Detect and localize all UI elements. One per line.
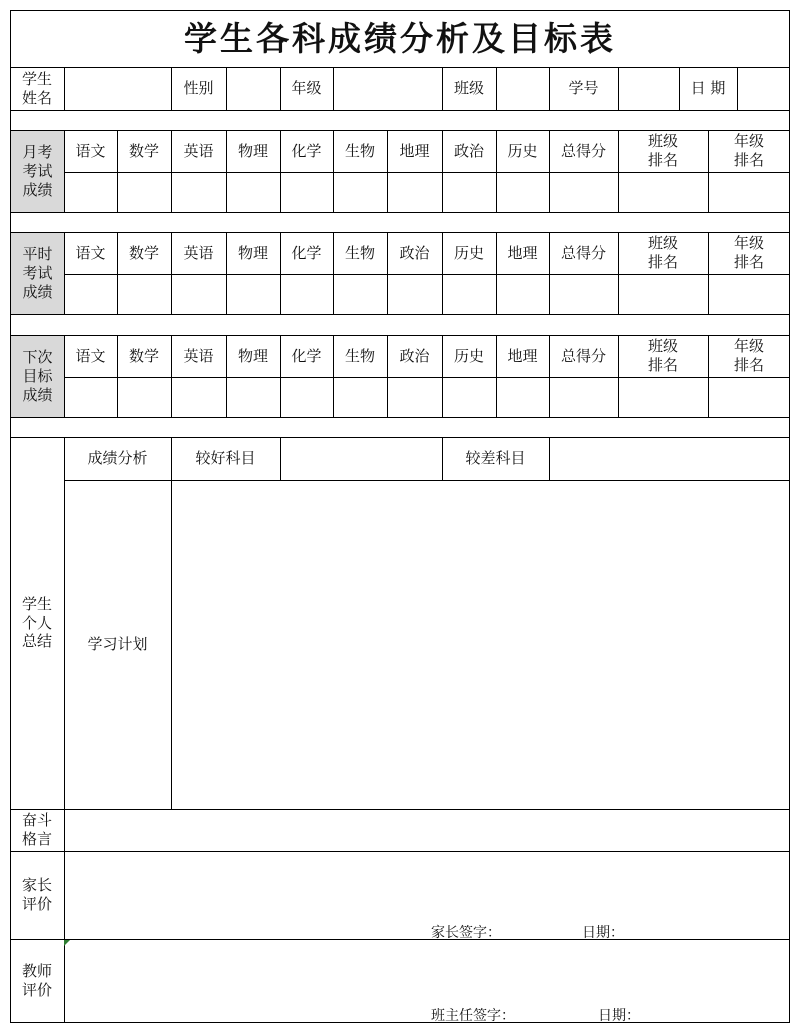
regular-exam-label: 平时 考试 成绩 — [11, 233, 64, 314]
regular-total-input[interactable] — [550, 275, 618, 314]
student-name-field[interactable] — [65, 68, 171, 110]
parent-date-label: 日期： — [582, 925, 624, 941]
regular-grade-rank-input[interactable] — [709, 275, 789, 314]
target-score-input[interactable] — [443, 378, 496, 417]
monthly-score-input[interactable] — [227, 173, 280, 212]
monthly-subject-header: 英语 — [183, 141, 214, 160]
class-field[interactable] — [497, 68, 549, 110]
monthly-total-input[interactable] — [550, 173, 618, 212]
regular-score-input[interactable] — [497, 275, 549, 314]
monthly-total-header: 总得分 — [560, 141, 606, 160]
monthly-exam-label: 月考 考试 成绩 — [11, 131, 64, 212]
monthly-grade-rank-header: 年级 排名 — [733, 132, 764, 169]
regular-score-input[interactable] — [227, 275, 280, 314]
regular-score-input[interactable] — [65, 275, 117, 314]
target-total-header: 总得分 — [560, 346, 606, 365]
target-subject-header: 英语 — [183, 346, 214, 365]
student-no-field[interactable] — [619, 68, 679, 110]
student-no-label: 学号 — [568, 79, 599, 98]
target-score-input[interactable] — [65, 378, 117, 417]
monthly-score-input[interactable] — [172, 173, 226, 212]
regular-score-input[interactable] — [281, 275, 333, 314]
monthly-subject-header: 历史 — [507, 141, 538, 160]
target-grade-rank-header: 年级 排名 — [733, 337, 764, 374]
weak-subjects-label: 较差科目 — [465, 449, 526, 468]
target-score-input[interactable] — [334, 378, 387, 417]
target-score-input[interactable] — [118, 378, 171, 417]
target-score-input[interactable] — [388, 378, 442, 417]
monthly-score-input[interactable] — [388, 173, 442, 212]
regular-class-rank-header: 班级 排名 — [647, 234, 678, 271]
monthly-grade-rank-input[interactable] — [709, 173, 789, 212]
regular-class-rank-input[interactable] — [619, 275, 708, 314]
regular-subject-header: 历史 — [453, 243, 484, 262]
monthly-subject-header: 物理 — [237, 141, 268, 160]
monthly-subject-header: 化学 — [291, 141, 322, 160]
target-subject-header: 生物 — [344, 346, 375, 365]
target-class-rank-input[interactable] — [619, 378, 708, 417]
monthly-subject-header: 政治 — [453, 141, 484, 160]
teacher-evaluation-label: 教师 评价 — [21, 961, 52, 999]
target-grade-rank-input[interactable] — [709, 378, 789, 417]
gender-label: 性别 — [183, 79, 214, 98]
monthly-score-input[interactable] — [443, 173, 496, 212]
target-subject-header: 政治 — [399, 346, 430, 365]
form-title: 学生各科成绩分析及目标表 — [184, 19, 616, 59]
monthly-subject-header: 语文 — [75, 141, 106, 160]
regular-score-input[interactable] — [172, 275, 226, 314]
class-label: 班级 — [453, 79, 484, 98]
gender-field[interactable] — [227, 68, 280, 110]
motto-field[interactable] — [65, 810, 789, 851]
regular-subject-header: 政治 — [399, 243, 430, 262]
monthly-subject-header: 生物 — [344, 141, 375, 160]
study-plan-label: 学习计划 — [87, 635, 148, 654]
teacher-date-label: 日期： — [598, 1008, 640, 1024]
target-subject-header: 数学 — [128, 346, 159, 365]
study-plan-field[interactable] — [172, 481, 789, 809]
target-score-input[interactable] — [497, 378, 549, 417]
target-score-input[interactable] — [281, 378, 333, 417]
monthly-class-rank-header: 班级 排名 — [647, 132, 678, 169]
target-total-input[interactable] — [550, 378, 618, 417]
regular-score-input[interactable] — [388, 275, 442, 314]
regular-score-input[interactable] — [443, 275, 496, 314]
weak-subjects-field[interactable] — [550, 438, 789, 480]
teacher-signature-label: 班主任签字： — [431, 1008, 515, 1024]
monthly-score-input[interactable] — [118, 173, 171, 212]
grade-field[interactable] — [334, 68, 442, 110]
monthly-subject-header: 数学 — [128, 141, 159, 160]
good-subjects-field[interactable] — [281, 438, 442, 480]
score-analysis-label: 成绩分析 — [87, 449, 148, 468]
target-subject-header: 物理 — [237, 346, 268, 365]
monthly-score-input[interactable] — [65, 173, 117, 212]
personal-summary-label: 学生 个人 总结 — [21, 594, 52, 651]
student-name-label: 学生 姓名 — [21, 69, 52, 107]
monthly-class-rank-input[interactable] — [619, 173, 708, 212]
target-score-input[interactable] — [172, 378, 226, 417]
regular-total-header: 总得分 — [560, 243, 606, 262]
regular-score-input[interactable] — [334, 275, 387, 314]
regular-subject-header: 化学 — [291, 243, 322, 262]
parent-evaluation-field[interactable] — [65, 852, 789, 920]
good-subjects-label: 较好科目 — [195, 449, 256, 468]
regular-grade-rank-header: 年级 排名 — [733, 234, 764, 271]
target-subject-header: 化学 — [291, 346, 322, 365]
regular-subject-header: 数学 — [128, 243, 159, 262]
target-subject-header: 地理 — [507, 346, 538, 365]
regular-subject-header: 地理 — [507, 243, 538, 262]
monthly-score-input[interactable] — [497, 173, 549, 212]
regular-subject-header: 物理 — [237, 243, 268, 262]
monthly-score-input[interactable] — [334, 173, 387, 212]
target-class-rank-header: 班级 排名 — [647, 337, 678, 374]
regular-subject-header: 语文 — [75, 243, 106, 262]
grade-label: 年级 — [291, 79, 322, 98]
parent-evaluation-label: 家长 评价 — [21, 876, 52, 913]
target-score-input[interactable] — [227, 378, 280, 417]
monthly-subject-header: 地理 — [399, 141, 430, 160]
teacher-evaluation-field[interactable] — [65, 940, 789, 1002]
regular-subject-header: 英语 — [183, 243, 214, 262]
monthly-score-input[interactable] — [281, 173, 333, 212]
motto-label: 奋斗 格言 — [21, 811, 52, 848]
target-subject-header: 语文 — [75, 346, 106, 365]
regular-subject-header: 生物 — [344, 243, 375, 262]
date-label: 日 期 — [690, 79, 726, 98]
parent-signature-label: 家长签字： — [431, 925, 501, 941]
regular-score-input[interactable] — [118, 275, 171, 314]
target-subject-header: 历史 — [453, 346, 484, 365]
target-score-label: 下次 目标 成绩 — [11, 336, 64, 417]
date-field[interactable] — [738, 68, 789, 110]
